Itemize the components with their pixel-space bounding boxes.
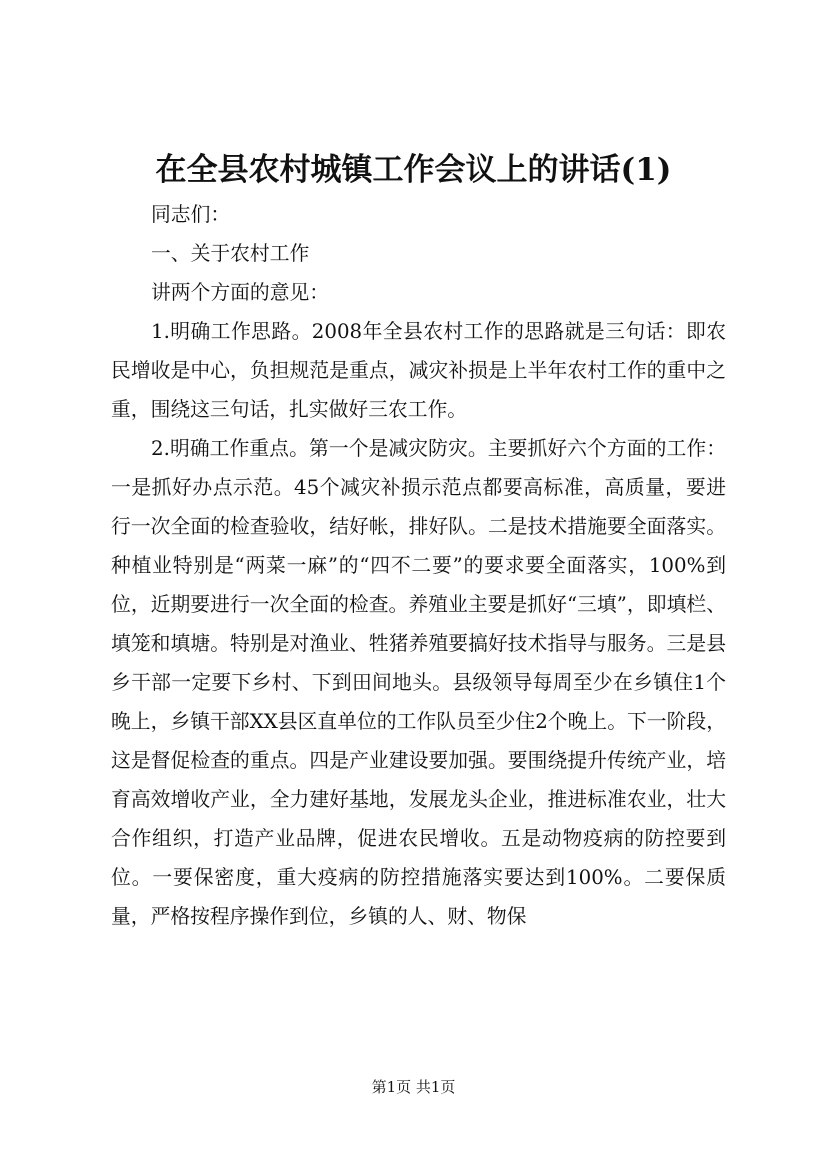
- salutation: 同志们：: [151, 203, 231, 226]
- section-heading: 一、关于农村工作: [151, 242, 310, 265]
- intro-paragraph: 讲两个方面的意见：: [151, 281, 330, 304]
- paragraph-work-approach: 1.明确工作思路。2008年全县农村工作的思路就是三句话：即农民增收是中心，负担规范是重点，减灾补损是上半年农村工作的重中之重，围绕这三句话，扎实做好三农工作。: [111, 320, 726, 421]
- paragraph-work-focus: 2.明确工作重点。第一个是减灾防灾。主要抓好六个方面的工作：一是抓好办点示范。45个减灾补损示范点都要高标准，高质量，要进行一次全面的检查验收，结好帐，排好队。二是技术措施要全面落实。种植业特别是“两菜一麻”的“四不二要”的要求要全面落实，100%到位，近期要进行一次全面的检查。养殖业主要是抓好“三填”，即填栏、填笼和填塘。特别是对渔业、牲猪养殖要搞好技术指导与服务。三是县乡干部一定要下乡村、下到田间地头。县级领导每周至少在乡镇住1个晚上，乡镇干部XX县区直单位的工作队员至少住2个晚上。下一阶段，这是督促检查的重点。四是产业建设要加强。要围绕提升传统产业，培育高效增收产业，全力建好基地，发展龙头企业，推进标准农业，壮大合作组织，打造产业品牌，促进农民增收。五是动物疫病的防控要到位。一要保密度，重大疫病的防控措施落实要达到100%。二要保质量，严格按程序操作到位，乡镇的人、财、物保: [111, 437, 726, 928]
- page-footer: 第1页 共1页: [371, 1078, 456, 1096]
- document-title: 在全县农村城镇工作会议上的讲话(1): [155, 152, 672, 188]
- document-body: [111, 195, 726, 936]
